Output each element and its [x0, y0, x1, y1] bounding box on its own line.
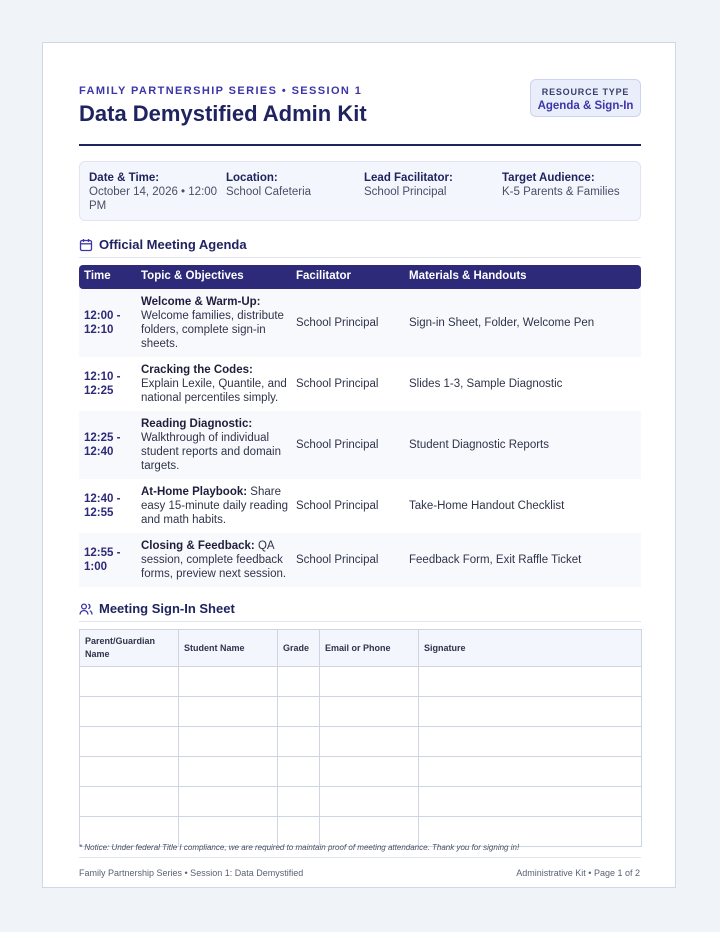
info-label: Target Audience: [502, 172, 595, 184]
signin-cell[interactable] [179, 787, 278, 817]
agenda-facilitator: School Principal [296, 378, 379, 390]
compliance-notice: * Notice: Under federal Title I compliance, we are required to maintain proof of meeting attendance. Thank you for signing in! [79, 843, 520, 852]
signin-cell[interactable] [419, 667, 642, 697]
agenda-topic [141, 363, 291, 405]
info-value: School Principal [364, 186, 447, 198]
agenda-topic-title: At-Home Playbook: [141, 486, 248, 498]
signin-cell[interactable] [320, 697, 419, 727]
signin-cell[interactable] [320, 667, 419, 697]
signin-cell[interactable] [278, 667, 320, 697]
table-row [79, 479, 641, 533]
signin-cell[interactable] [278, 757, 320, 787]
table-row [79, 289, 641, 357]
signin-cell[interactable] [179, 697, 278, 727]
agenda-time: 12:55 - 1:00 [84, 547, 121, 573]
calendar-icon [79, 238, 93, 252]
signin-cell[interactable] [419, 757, 642, 787]
signin-cell[interactable] [278, 817, 320, 847]
signin-cell[interactable] [320, 787, 419, 817]
signin-cell[interactable] [179, 727, 278, 757]
footer-divider [79, 857, 641, 858]
table-row [80, 757, 642, 787]
signin-heading-text: Meeting Sign-In Sheet [99, 601, 235, 616]
table-row [80, 727, 642, 757]
agenda-materials: Feedback Form, Exit Raffle Ticket [409, 554, 582, 566]
agenda-topic [141, 417, 291, 473]
agenda-topic-title: Welcome & Warm-Up: [141, 296, 261, 308]
signin-cell[interactable] [320, 727, 419, 757]
agenda-facilitator: School Principal [296, 439, 379, 451]
table-row [79, 411, 641, 479]
signin-cell[interactable] [80, 727, 179, 757]
signin-col-signature: Signature [419, 630, 642, 667]
page-title: Data Demystified Admin Kit [79, 101, 367, 126]
agenda-facilitator: School Principal [296, 500, 379, 512]
signin-cell[interactable] [80, 667, 179, 697]
signin-cell[interactable] [179, 817, 278, 847]
table-row [80, 787, 642, 817]
table-row [80, 697, 642, 727]
signin-heading [79, 601, 235, 616]
agenda-time: 12:00 - 12:10 [84, 310, 121, 336]
users-icon [79, 602, 93, 616]
agenda-materials: Sign-in Sheet, Folder, Welcome Pen [409, 317, 595, 329]
footer-right: Administrative Kit • Page 1 of 2 [516, 868, 640, 878]
series-kicker: FAMILY PARTNERSHIP SERIES • SESSION 1 [79, 85, 363, 97]
info-value: School Cafeteria [226, 186, 312, 198]
info-value: K-5 Parents & Families [502, 186, 620, 198]
signin-cell[interactable] [80, 757, 179, 787]
footer-left: Family Partnership Series • Session 1: Data Demystified [79, 868, 304, 878]
info-label: Lead Facilitator: [364, 172, 453, 184]
signin-cell[interactable] [80, 817, 179, 847]
agenda-col-facilitator: Facilitator [296, 270, 351, 282]
signin-cell[interactable] [80, 787, 179, 817]
signin-cell[interactable] [320, 757, 419, 787]
signin-col-grade: Grade [278, 630, 320, 667]
agenda-materials: Student Diagnostic Reports [409, 439, 549, 451]
resource-type-badge [530, 79, 641, 117]
agenda-topic-text: Explain Lexile, Quantile, and national percentiles simply. [141, 378, 287, 404]
info-location [226, 171, 356, 199]
table-row [80, 667, 642, 697]
agenda-topic-title: Cracking the Codes: [141, 364, 253, 376]
agenda-materials: Take-Home Handout Checklist [409, 500, 565, 512]
agenda-col-materials: Materials & Handouts [409, 270, 527, 282]
signin-cell[interactable] [278, 787, 320, 817]
meeting-info-box [79, 161, 641, 221]
agenda-col-time: Time [84, 270, 111, 282]
info-value: October 14, 2026 • 12:00 PM [89, 186, 218, 212]
table-row [79, 357, 641, 411]
document-page [42, 42, 676, 888]
signin-cell[interactable] [419, 817, 642, 847]
agenda-time: 12:25 - 12:40 [84, 432, 121, 458]
table-row [79, 533, 641, 587]
agenda-topic-text: Welcome families, distribute folders, complete sign-in sheets. [141, 310, 284, 350]
agenda-topic-text: Walkthrough of individual student reports and domain targets. [141, 432, 282, 472]
agenda-topic [141, 485, 291, 527]
signin-cell[interactable] [419, 727, 642, 757]
signin-heading-rule [79, 621, 641, 622]
agenda-table [79, 265, 641, 587]
agenda-heading [79, 237, 247, 252]
info-label: Date & Time: [89, 172, 160, 184]
signin-cell[interactable] [419, 697, 642, 727]
signin-cell[interactable] [179, 757, 278, 787]
agenda-col-topic: Topic & Objectives [141, 270, 244, 282]
agenda-facilitator: School Principal [296, 554, 379, 566]
agenda-time: 12:10 - 12:25 [84, 371, 121, 397]
signin-table [79, 629, 642, 847]
signin-cell[interactable] [80, 697, 179, 727]
badge-label: RESOURCE TYPE [541, 87, 630, 97]
agenda-heading-rule [79, 257, 641, 258]
info-date [89, 171, 219, 213]
agenda-time: 12:40 - 12:55 [84, 493, 121, 519]
signin-cell[interactable] [419, 787, 642, 817]
info-label: Location: [226, 172, 278, 184]
info-audience [502, 171, 637, 199]
signin-col-student: Student Name [179, 630, 278, 667]
agenda-topic-text: QA session, complete feedback forms, preview next session. [141, 540, 287, 580]
info-facilitator [364, 171, 494, 199]
agenda-topic [141, 539, 291, 581]
agenda-topic-title: Reading Diagnostic: [141, 418, 253, 430]
signin-cell[interactable] [179, 667, 278, 697]
agenda-header-row [79, 265, 641, 289]
signin-cell[interactable] [278, 727, 320, 757]
signin-col-parent: Parent/Guardian Name [80, 630, 179, 667]
agenda-topic [141, 295, 291, 351]
agenda-materials: Slides 1-3, Sample Diagnostic [409, 378, 563, 390]
agenda-topic-text: Share easy 15-minute daily reading and math habits. [141, 486, 289, 526]
title-divider [79, 144, 641, 146]
signin-cell[interactable] [278, 697, 320, 727]
agenda-topic-title: Closing & Feedback: [141, 540, 255, 552]
signin-header-row [80, 630, 642, 667]
agenda-facilitator: School Principal [296, 317, 379, 329]
badge-value: Agenda & Sign-In [537, 100, 634, 112]
table-row [80, 817, 642, 847]
agenda-heading-text: Official Meeting Agenda [99, 237, 247, 252]
signin-cell[interactable] [320, 817, 419, 847]
signin-col-contact: Email or Phone [320, 630, 419, 667]
